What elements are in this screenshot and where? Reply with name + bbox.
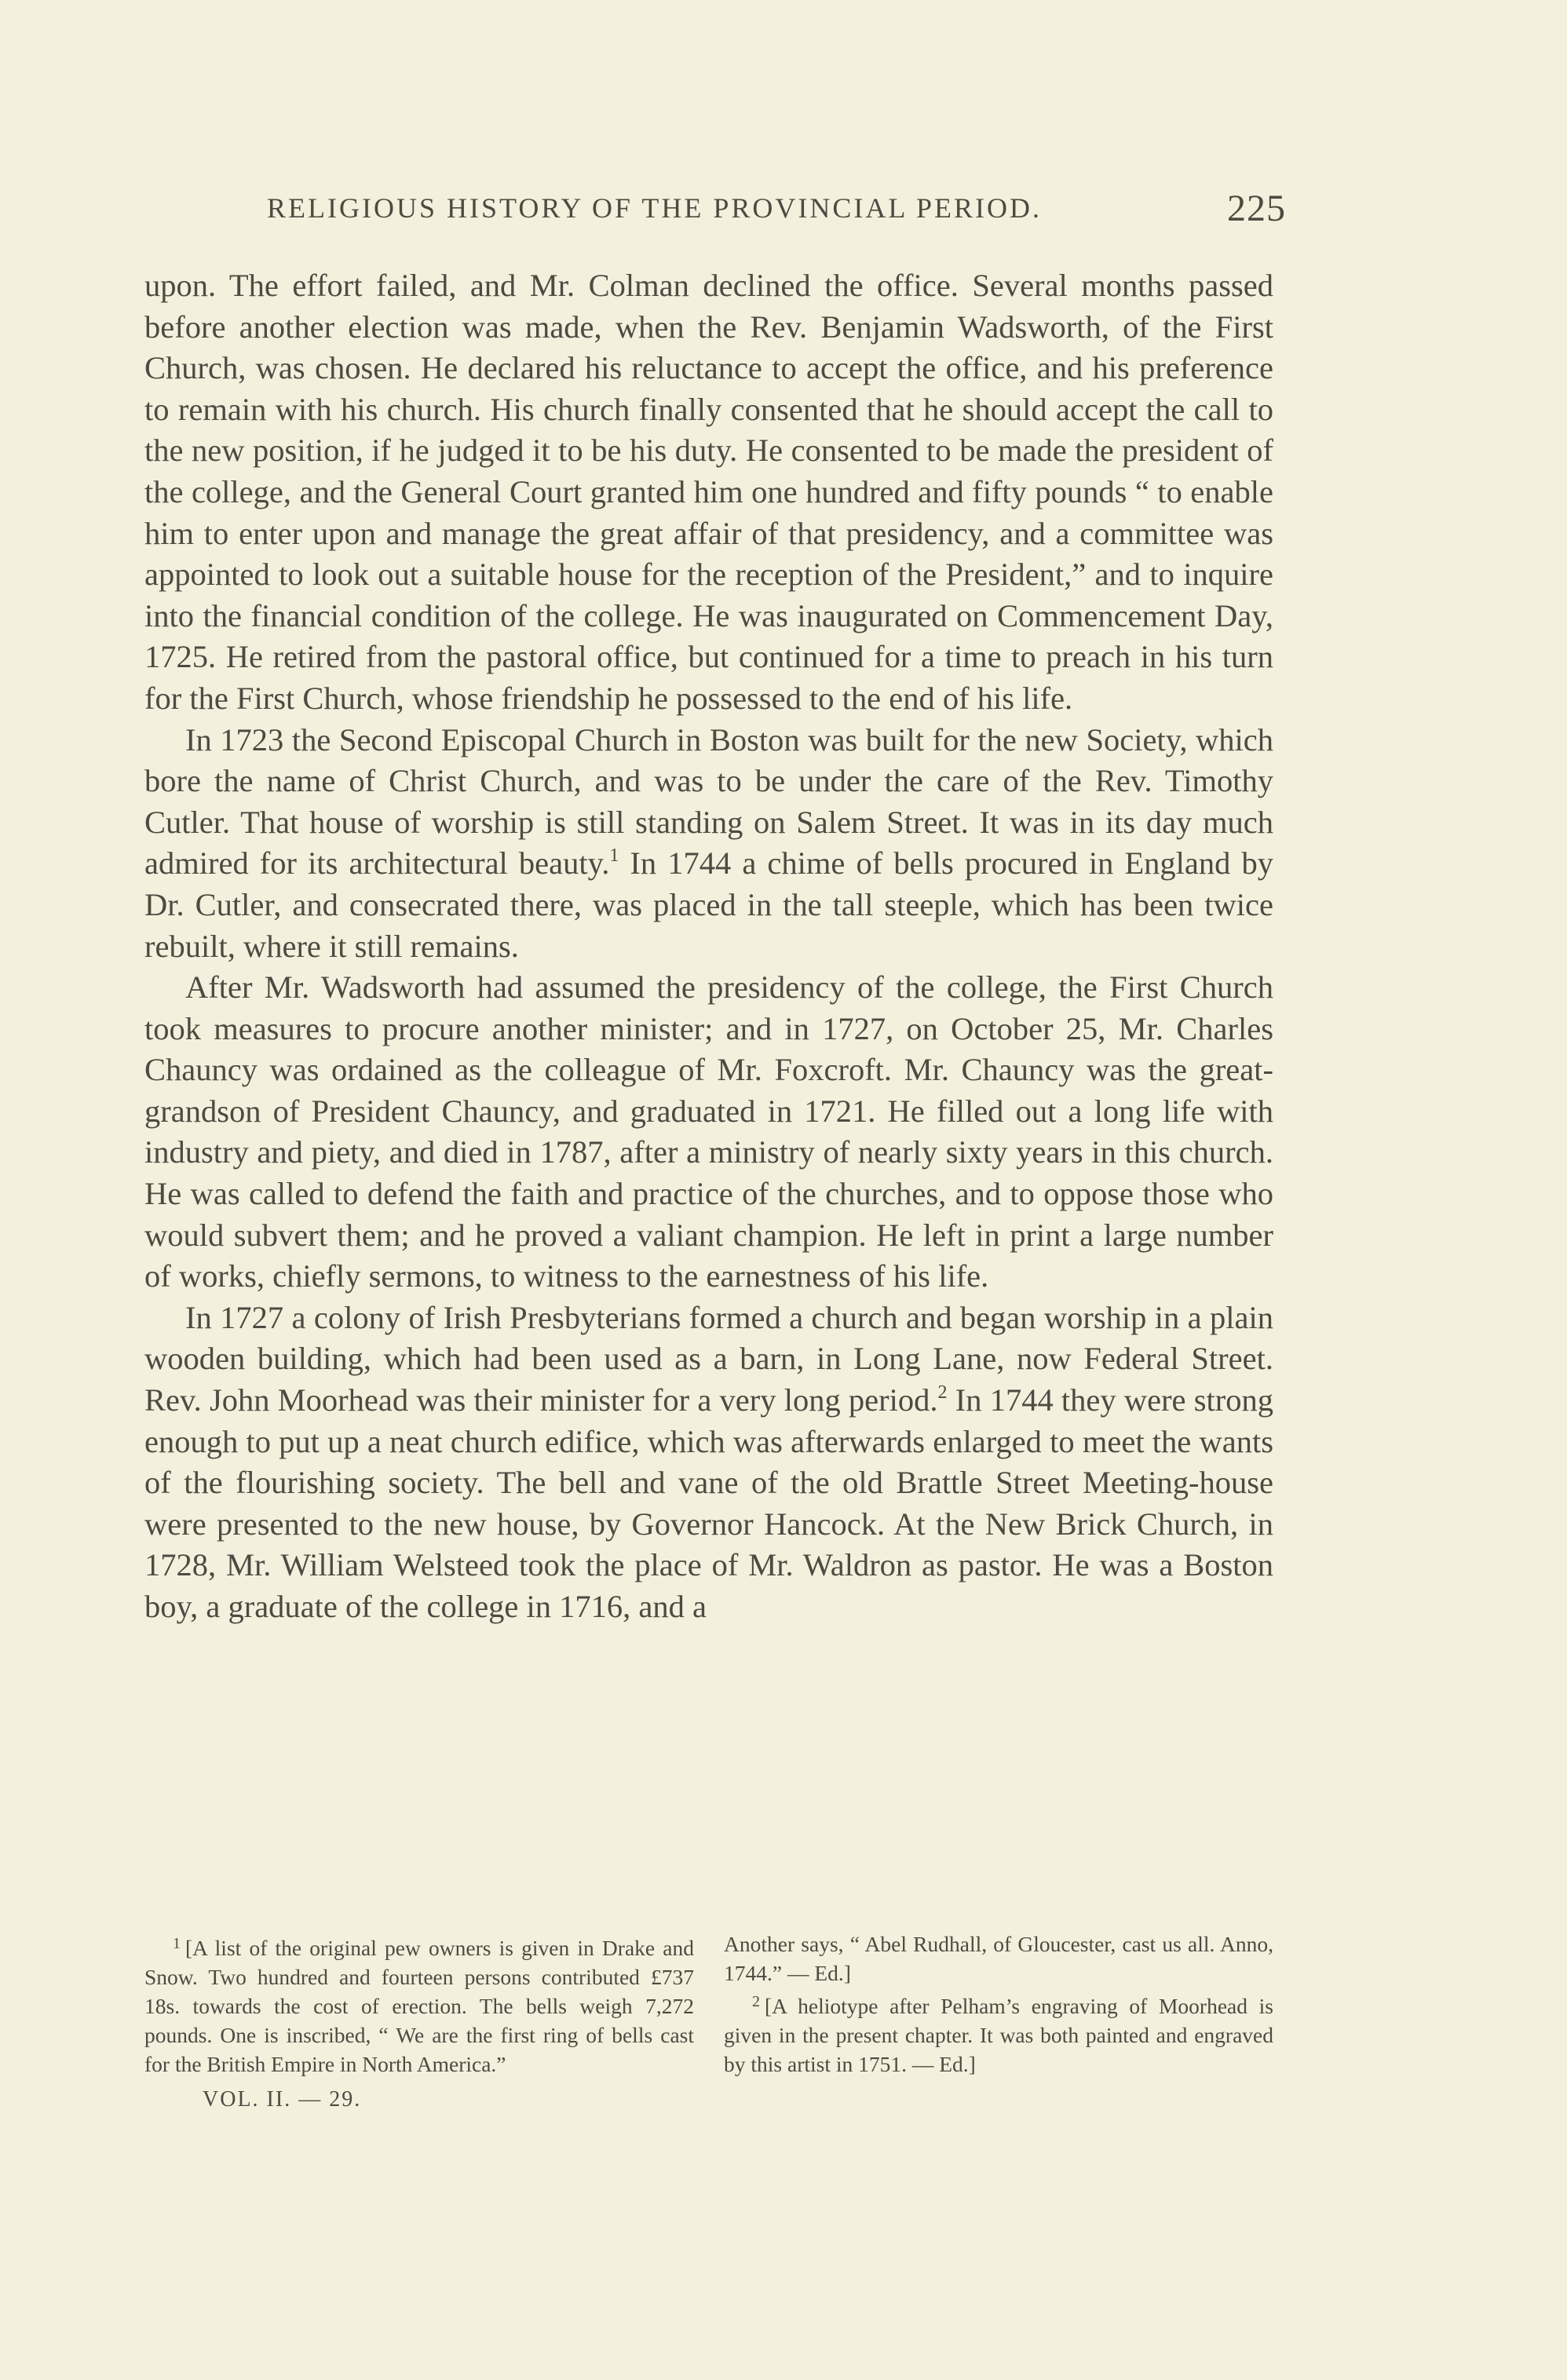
- footnote-2-text: [A heliotype after Pelham’s engraving of Moorhead is given in the present chapter. It was both painted and engraved by this artist in 1751. — Ed.]: [724, 1994, 1273, 2076]
- paragraph-christ-church: [144, 720, 1273, 968]
- paragraph-presbyterians: [144, 1298, 1273, 1628]
- body-text: [144, 265, 1273, 1628]
- running-head: RELIGIOUS HISTORY OF THE PROVINCIAL PERIOD.: [267, 192, 1043, 224]
- page-number: 225: [1227, 188, 1286, 229]
- signature-mark: VOL. II. — 29.: [203, 2087, 362, 2112]
- footnote-column-left: [144, 1929, 694, 2114]
- footnote-ref-1: 1: [609, 845, 619, 867]
- footnote-ref-2: 2: [937, 1382, 948, 1404]
- paragraph-christ-church-text-cont: In 1744 a chime of bells procured in England by Dr. Cutler, and consecrated there, was placed in the tall steeple, which has been twice rebuilt, where it still remains.: [144, 845, 1273, 964]
- footnote-1: [144, 1929, 694, 2079]
- footnote-1-mark: 1: [173, 1935, 181, 1952]
- paragraph-wadsworth: upon. The effort failed, and Mr. Colman declined the office. Several months passed before another election was made, when the Rev. Benjamin Wadsworth, of the First Church, was chosen. He declared his reluctance to accept the office, and his preference to remain with his church. His church finally consented that he should accept the call to the new position, if he judged it to be his duty. He consented to be made the president of the college, and the General Court granted him one hundred and fifty pounds “ to enable him to enter upon and manage the great affair of that presidency, and a committee was appointed to look out a suitable house for the reception of the President,” and to inquire into the financial condition of the college. He was inaugurated on Commencement Day, 1725. He retired from the pastoral office, but continued for a time to preach in his turn for the First Church, whose friendship he possessed to the end of his life.: [144, 268, 1273, 716]
- paragraph-chauncy: After Mr. Wadsworth had assumed the presidency of the college, the First Church took measures to procure another minister; and in 1727, on October 25, Mr. Charles Chauncy was ordained as the colleague of Mr. Foxcroft. Mr. Chauncy was the great-grandson of President Chauncy, and graduated in 1721. He filled out a long life with industry and piety, and died in 1787, after a ministry of nearly sixty years in this church. He was called to defend the faith and practice of the churches, and to oppose those who would subvert them; and he proved a valiant champion. He left in print a large number of works, chiefly sermons, to witness to the earnestness of his life.: [144, 969, 1273, 1294]
- footnote-2: [724, 1988, 1273, 2079]
- footnote-1-continued: Another says, “ Abel Rudhall, of Gloucester, cast us all. Anno, 1744.” — Ed.]: [724, 1932, 1273, 1985]
- footnote-column-right: [724, 1929, 1273, 2079]
- paragraph-presbyterians-text-cont: In 1744 they were strong enough to put up a neat church edifice, which was afterwards enlarged to meet the wants of the flourishing society. The bell and vane of the old Brattle Street Meeting-house were presented to the new house, by Governor Hancock. At the New Brick Church, in 1728, Mr. William Welsteed took the place of Mr. Waldron as pastor. He was a Boston boy, a graduate of the college in 1716, and a: [144, 1382, 1274, 1624]
- paragraph-christ-church-text: In 1723 the Second Episcopal Church in Boston was built for the new Society, which bore the name of Christ Church, and was to be under the care of the Rev. Timothy Cutler. That house of worship is still standing on Salem Street. It was in its day much admired for its architectural beauty.: [144, 721, 1273, 882]
- page-header: [267, 187, 1319, 234]
- footnote-2-mark: 2: [752, 1993, 760, 2010]
- footnote-1-text: [A list of the original pew owners is given in Drake and Snow. Two hundred and fourteen persons contributed £737 18s. towards the cost of erection. The bells weigh 7,272 pounds. One is inscribed, “ We are the first ring of bells cast for the British Empire in North America.”: [144, 1936, 694, 2076]
- paragraph-presbyterians-text: In 1727 a colony of Irish Presbyterians formed a church and began worship in a plain wooden building, which had been used as a barn, in Long Lane, now Federal Street. Rev. John Moorhead was their minister for a very long period.: [144, 1299, 1273, 1418]
